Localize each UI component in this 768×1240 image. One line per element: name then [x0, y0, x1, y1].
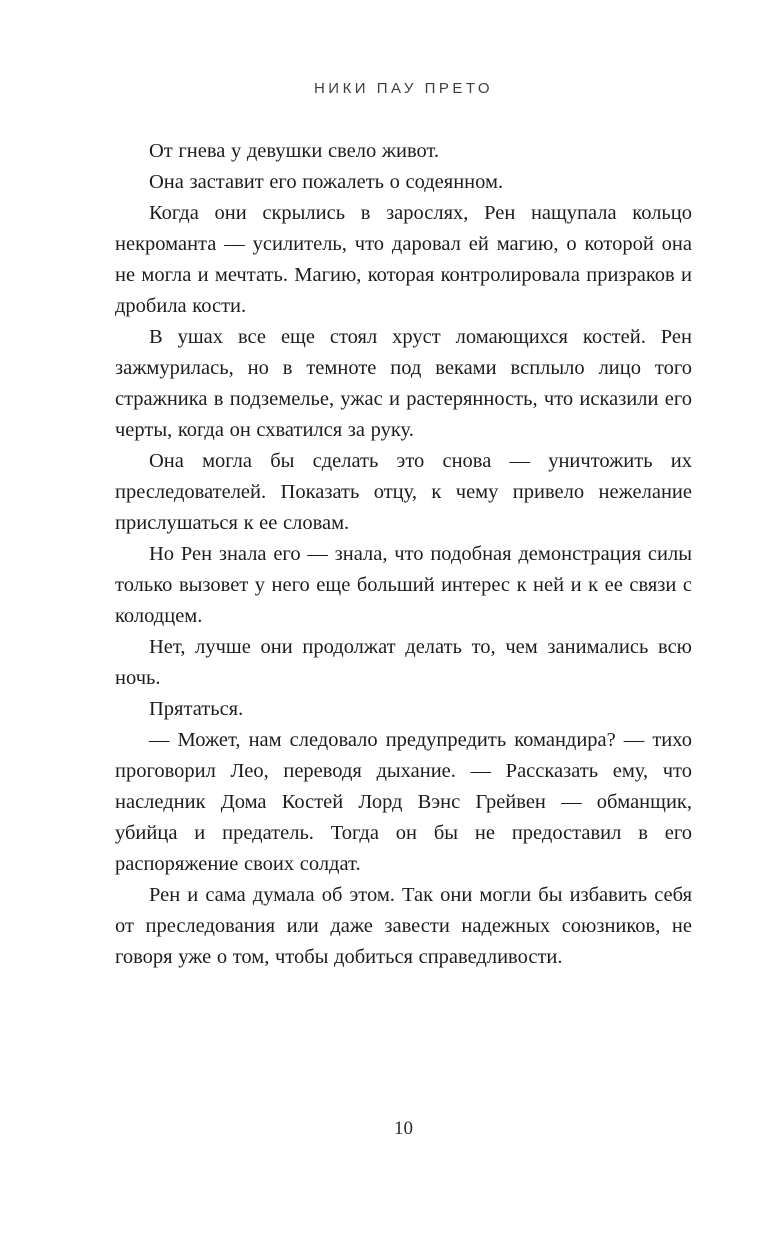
paragraph: Она могла бы сделать это снова — уничтожить их преследователей. Показать отцу, к чему привело нежелание прислушаться к ее словам. [115, 450, 692, 534]
paragraph: В ушах все еще стоял хруст ломающихся костей. Рен зажмурилась, но в темноте под веками всплыло лицо того стражника в подземелье, ужас и растерянность, что исказили его черты, когда он схватился за руку. [115, 326, 692, 441]
paragraph: От гнева у девушки свело живот. [149, 140, 440, 162]
paragraph: Рен и сама думала об этом. Так они могли бы избавить себя от преследования или даже завести надежных союзников, не говоря уже о том, чтобы добиться справедливости. [115, 884, 692, 968]
text-block [115, 136, 692, 973]
paragraph: Но Рен знала его — знала, что подобная демонстрация силы только вызовет у него еще больший интерес к ней и к ее связи с колодцем. [115, 543, 692, 627]
paragraph: Когда они скрылись в зарослях, Рен нащупала кольцо некроманта — усилитель, что даровал ей магию, о которой она не могла и мечтать. Магию, которая контролировала призраков и дробила кости. [115, 202, 692, 317]
paragraph: Она заставит его пожалеть о содеянном. [149, 171, 504, 193]
paragraph: — Может, нам следовало предупредить командира? — тихо проговорил Лео, переводя дыхание. — Рассказать ему, что наследник Дома Костей Лорд Вэнс Грейвен — обманщик, убийца и предатель. Тогда он бы не предоставил в его распоряжение своих солдат. [115, 729, 692, 875]
paragraph: Прятаться. [149, 698, 244, 720]
page-number: 10 [394, 1118, 413, 1139]
paragraph: Нет, лучше они продолжат делать то, чем занимались всю ночь. [115, 636, 692, 689]
running-header: НИКИ ПАУ ПРЕТО [313, 80, 494, 97]
